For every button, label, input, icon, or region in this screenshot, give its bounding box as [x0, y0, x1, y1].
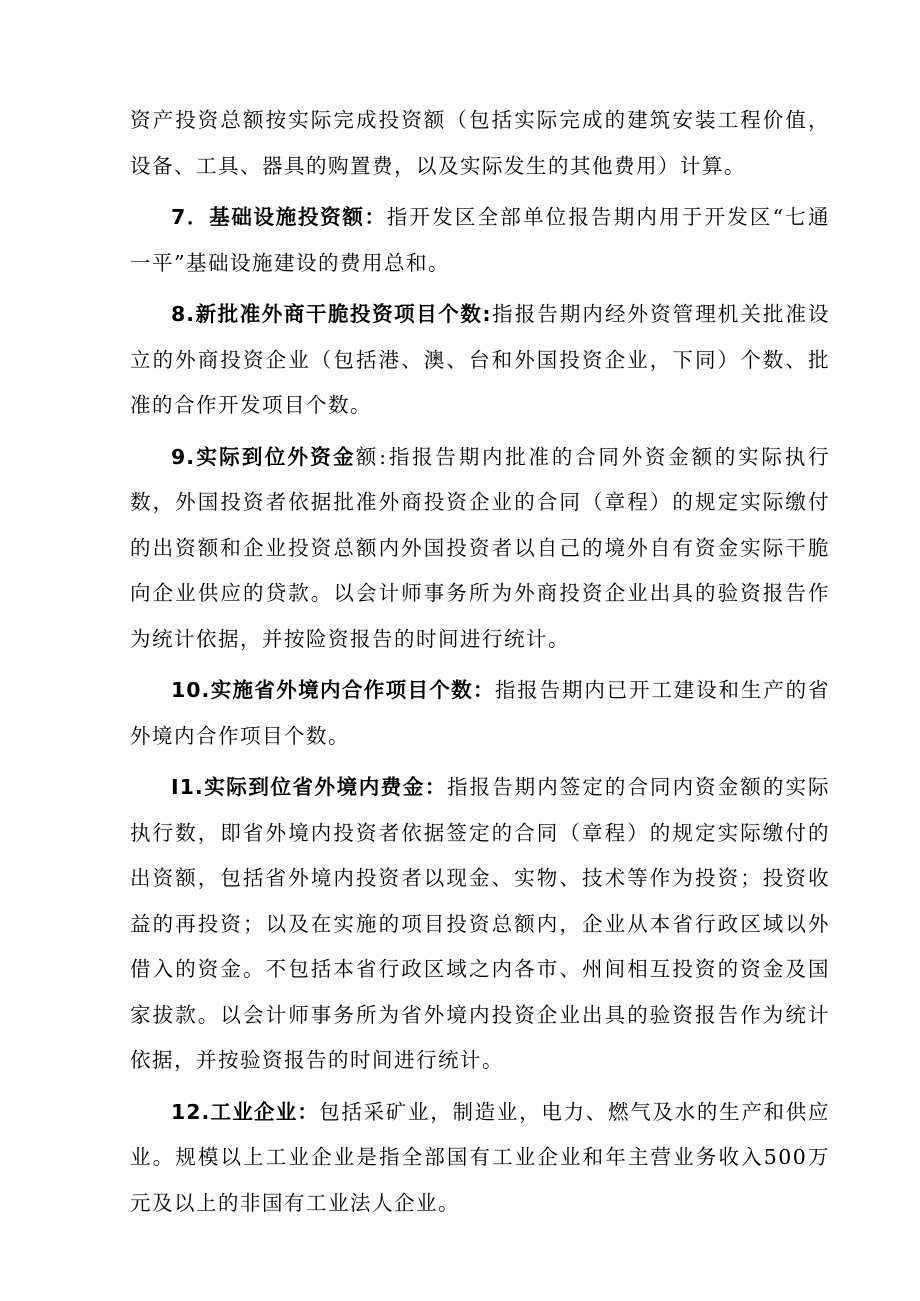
paragraph-body: 指报告期内经外资管理机关批准设立的外商投资企业（包括港、澳、台和外国投资企业，下同）个数、批准的合作开发项目个数。 — [130, 302, 830, 417]
paragraph-domestic-cooperation-projects — [130, 668, 830, 759]
term-heading: I1.实际到位省外境内费金： — [171, 775, 447, 799]
paragraph-body: 指开发区全部单位报告期内用于开发区“七通一平”基础设施建设的费用总和。 — [130, 205, 830, 275]
paragraph-actual-domestic-capital — [130, 765, 830, 1084]
paragraph-industrial-enterprises — [130, 1090, 830, 1227]
paragraph-body: 资产投资总额按实际完成投资额（包括实际完成的建筑安装工程价值，设备、工具、器具的购置费，以及实际发生的其他费用）计算。 — [130, 108, 830, 178]
document-body — [130, 98, 830, 1232]
term-heading: 7．基础设施投资额： — [171, 205, 387, 229]
term-heading: 10.实施省外境内合作项目个数： — [171, 678, 495, 702]
paragraph-asset-investment-continued — [130, 98, 830, 189]
term-heading: 9.实际到位外资金 — [171, 444, 356, 469]
paragraph-body: 包括采矿业，制造业，电力、燃气及水的生产和供应业。规模以上工业企业是指全部国有工业企业和年主营业务收入500万元及以上的非国有工业法人企业。 — [130, 1099, 830, 1215]
term-heading: 8.新批准外商干脆投资项目个数: — [171, 302, 492, 326]
term-heading: 12.工业企业： — [171, 1099, 320, 1124]
paragraph-infrastructure-investment — [130, 195, 830, 286]
paragraph-new-foreign-projects — [130, 292, 830, 429]
paragraph-body: 额:指报告期内批准的合同外资金额的实际执行数，外国投资者依据批准外商投资企业的合同（章程）的规定实际缴付的出资额和企业投资总额内外国投资者以自己的境外自有资金实际干脆向企业供应的贷款。以会计师事务所为外商投资企业出具的验资报告作为统计依据，并按险资报告的时间进行统计。 — [130, 444, 831, 651]
paragraph-actual-foreign-capital — [130, 435, 830, 663]
paragraph-body: 指报告期内签定的合同内资金额的实际执行数，即省外境内投资者依据签定的合同（章程）的规定实际缴付的出资额，包括省外境内投资者以现金、实物、技术等作为投资；投资收益的再投资；以及在实施的项目投资总额内，企业从本省行政区域以外借入的资金。不包括本省行政区域之内各市、州间相互投资的资金及国家拔款。以会计师事务所为省外境内投资企业出具的验资报告作为统计依据，并按验资报告的时间进行统计。 — [130, 775, 831, 1072]
paragraph-body: 指报告期内已开工建设和生产的省外境内合作项目个数。 — [130, 678, 830, 748]
